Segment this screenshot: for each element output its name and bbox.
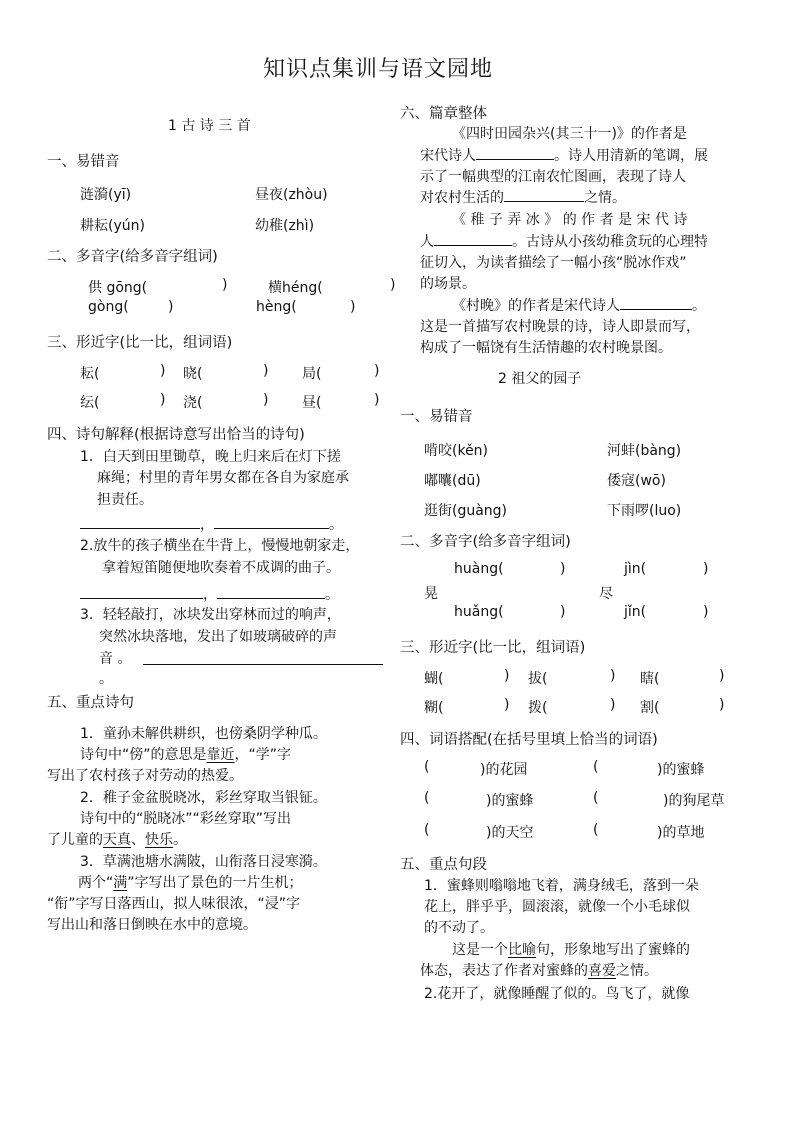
collocation-open: ( xyxy=(424,759,430,775)
pinyin-item: 昼夜(zhòu) xyxy=(255,187,328,203)
similar-char: 糊( xyxy=(424,700,444,716)
answer-underlined: 比喻 xyxy=(508,942,536,958)
text: 、 xyxy=(131,832,145,848)
pinyin-item: 逛街(guàng) xyxy=(424,503,508,519)
analysis-line xyxy=(80,744,291,764)
answer-underlined: 靠近 xyxy=(206,747,235,763)
paragraph-line xyxy=(420,231,708,251)
answer-blank[interactable] xyxy=(504,187,584,202)
blank-close: ) xyxy=(719,668,725,684)
polyphone-label: 供 gōng( xyxy=(88,280,148,296)
question-text: 音 。 xyxy=(99,651,132,667)
collocation-open: ( xyxy=(593,790,599,806)
blank-close: ) xyxy=(168,299,174,315)
section-heading: 三、形近字(比一比，组词语) xyxy=(47,335,233,351)
text: 《村晚》的作者是宋代诗人 xyxy=(452,298,620,314)
comma: ， xyxy=(200,517,214,533)
collocation-item: )的花园 xyxy=(480,762,528,778)
polyphone-char: 晃 xyxy=(424,586,438,602)
analysis-line xyxy=(78,872,303,892)
paragraph-line: 《四时田园杂兴(其三十一)》的作者是 xyxy=(452,126,687,142)
answer-underlined: 喜爱 xyxy=(588,963,616,979)
collocation-open: ( xyxy=(424,790,430,806)
blank-close: ) xyxy=(703,604,709,620)
text: 之情。 xyxy=(584,190,626,206)
polyphone-reading: jìn( xyxy=(624,561,647,577)
lesson-title: 1 古 诗 三 首 xyxy=(168,118,251,134)
text: 对农村生活的 xyxy=(420,190,504,206)
poem-line: 2．稚子金盆脱晓冰，彩丝穿取当银钲。 xyxy=(80,790,327,806)
polyphone-reading: huǎng( xyxy=(454,604,504,620)
text: 两个“ xyxy=(78,875,114,891)
analysis-line: “衔”字写日落西山，拟人味很浓，“浸”字 xyxy=(47,896,301,912)
polyphone-label: gòng( xyxy=(88,299,129,315)
similar-char: 纭( xyxy=(80,395,100,411)
blank-close: ) xyxy=(719,697,725,713)
analysis-line xyxy=(420,960,658,980)
section-heading: 一、易错音 xyxy=(400,409,473,425)
blank-close: ) xyxy=(504,668,510,684)
similar-char: 拔( xyxy=(528,671,548,687)
pinyin-item: 涟漪(yī) xyxy=(80,187,132,203)
answer-blank[interactable] xyxy=(434,231,512,246)
paragraph-line: 《 稚 子 弄 冰 》 的 作 者 是 宋 代 诗 xyxy=(452,212,688,228)
collocation-item: )的蜜蜂 xyxy=(486,793,534,809)
paragraph-line: 的场景。 xyxy=(420,276,476,292)
answer-underlined: 满 xyxy=(113,875,128,891)
passage-line: 1．蜜蜂则嗡嗡地飞着，满身绒毛，落到一朵 xyxy=(424,878,699,894)
blank-close: ) xyxy=(610,697,616,713)
pinyin-item: 啃咬(kěn) xyxy=(424,443,489,459)
polyphone-reading: huàng( xyxy=(454,561,504,577)
section-heading: 二、多音字(给多音字组词) xyxy=(47,249,218,265)
question-text: 担责任。 xyxy=(97,492,153,508)
polyphone-label: hèng( xyxy=(256,299,297,315)
pinyin-item: 嘟囔(dū) xyxy=(424,473,481,489)
answer-blank[interactable] xyxy=(476,145,554,160)
blank-close: ) xyxy=(703,561,709,577)
pinyin-item: 幼稚(zhì) xyxy=(255,218,315,234)
analysis-line xyxy=(47,829,187,849)
blank-close: ) xyxy=(560,604,566,620)
text: 体态，表达了作者对蜜蜂的 xyxy=(420,963,588,979)
section-heading: 五、重点诗句 xyxy=(47,695,134,711)
question-text: 麻绳；村里的青年男女都在各自为家庭承 xyxy=(97,470,349,486)
comma: ， xyxy=(203,587,217,603)
question-text: 2.放牛的孩子横坐在牛背上，慢慢地朝家走， xyxy=(80,538,360,554)
text: 之情。 xyxy=(616,963,658,979)
text: 。古诗从小孩幼稚贪玩的心理特 xyxy=(512,234,708,250)
similar-char: 晓( xyxy=(183,366,203,382)
answer-blank[interactable] xyxy=(217,584,325,599)
passage-line: 花上，胖乎乎，圆滚滚，就像一个小毛球似 xyxy=(424,899,690,915)
polyphone-reading: jǐn( xyxy=(624,604,647,620)
blank-close: ) xyxy=(560,561,566,577)
paragraph-line: 示了一幅典型的江南农忙图画，表现了诗人 xyxy=(420,169,686,185)
answer-underlined: 快乐 xyxy=(145,832,173,848)
blank-close: ) xyxy=(350,299,356,315)
period: 。 xyxy=(329,517,343,533)
paragraph-line: 构成了一幅饶有生活情趣的农村晚景图。 xyxy=(420,340,672,356)
pinyin-item: 下雨啰(luo) xyxy=(607,503,682,519)
paragraph-line: 征切入，为读者描绘了一幅小孩“脱冰作戏” xyxy=(420,255,687,271)
answer-blank[interactable] xyxy=(80,514,200,529)
text: 句，形象地写出了蜜蜂的 xyxy=(536,942,690,958)
text: 宋代诗人 xyxy=(420,148,476,164)
text: ，“学”字 xyxy=(234,747,292,763)
collocation-item: )的天空 xyxy=(486,825,534,841)
answer-blank[interactable] xyxy=(143,650,383,665)
paragraph-line xyxy=(452,295,706,315)
section-heading: 四、词语搭配(在括号里填上恰当的词语) xyxy=(400,732,658,748)
similar-char: 瞎( xyxy=(640,671,660,687)
blank-close: ) xyxy=(610,668,616,684)
collocation-item: )的草地 xyxy=(657,825,705,841)
polyphone-label: 横héng( xyxy=(268,280,323,296)
collocation-open: ( xyxy=(593,822,599,838)
blank-close: ) xyxy=(160,363,166,379)
collocation-item: )的狗尾草 xyxy=(663,793,725,809)
pinyin-item: 倭寇(wō) xyxy=(607,473,666,489)
lesson-title: 2 祖父的园子 xyxy=(498,371,582,387)
polyphone-char: 尽 xyxy=(599,586,613,602)
passage-line: 的不动了。 xyxy=(424,920,494,936)
analysis-line: 写出山和落日倒映在水中的意境。 xyxy=(47,917,257,933)
blank-close: ) xyxy=(374,392,380,408)
paragraph-line xyxy=(420,187,626,207)
analysis-line: 写出了农村孩子对劳动的热爱。 xyxy=(47,768,243,784)
passage-line: 2.花开了，就像睡醒了似的。鸟飞了，就像 xyxy=(424,986,690,1002)
paragraph-line xyxy=(420,145,708,165)
section-heading: 六、篇章整体 xyxy=(400,106,487,122)
poem-line: 1．童孙未解供耕织，也傍桑阴学种瓜。 xyxy=(80,726,327,742)
collocation-open: ( xyxy=(424,822,430,838)
poem-line: 3．草满池塘水满陂，山衔落日浸寒漪。 xyxy=(80,854,327,870)
question-text: 突然冰块落地，发出了如玻璃破碎的声 xyxy=(99,629,337,645)
question-text: 1．白天到田里锄草，晚上归来后在灯下搓 xyxy=(80,449,341,465)
text: ”字写出了景色的一片生机； xyxy=(127,875,303,891)
similar-char: 昼( xyxy=(302,395,322,411)
similar-char: 局( xyxy=(302,366,322,382)
similar-char: 蝴( xyxy=(424,671,444,687)
text: 诗句中“傍”的意思是 xyxy=(80,747,207,763)
analysis-line: 诗句中的“脱晓冰”“彩丝穿取”写出 xyxy=(80,811,292,827)
question-text: 3．轻轻敲打，冰块发出穿林而过的响声， xyxy=(80,607,341,623)
blank-close: ) xyxy=(222,277,228,293)
text: 。诗人用清新的笔调，展 xyxy=(554,148,708,164)
section-heading: 一、易错音 xyxy=(47,154,120,170)
answer-blank[interactable] xyxy=(214,514,329,529)
blank-close: ) xyxy=(390,277,396,293)
text: 了儿童的 xyxy=(47,832,103,848)
blank-close: ) xyxy=(263,363,269,379)
text: 。 xyxy=(692,298,706,314)
paragraph-line: 这是一首描写农村晚景的诗，诗人即景而写， xyxy=(420,319,700,335)
section-heading: 四、诗句解释(根据诗意写出恰当的诗句) xyxy=(47,427,305,443)
question-text: 拿着短笛随便地吹奏着不成调的曲子。 xyxy=(102,560,340,576)
similar-char: 拨( xyxy=(528,700,548,716)
collocation-open: ( xyxy=(593,759,599,775)
similar-char: 割( xyxy=(640,700,660,716)
blank-close: ) xyxy=(160,392,166,408)
answer-blank-row xyxy=(80,514,343,534)
section-heading: 五、重点句段 xyxy=(400,857,487,873)
period: 。 xyxy=(325,587,339,603)
page-title: 知识点集训与语文园地 xyxy=(263,57,494,82)
period: 。 xyxy=(99,671,113,687)
answer-blank[interactable] xyxy=(80,584,203,599)
section-heading: 三、形近字(比一比，组词语) xyxy=(400,640,586,656)
blank-close: ) xyxy=(374,363,380,379)
answer-blank[interactable] xyxy=(620,295,692,310)
similar-char: 耘( xyxy=(80,366,100,382)
answer-blank-row xyxy=(80,584,339,604)
collocation-item: )的蜜蜂 xyxy=(657,762,705,778)
text: 这是一个 xyxy=(452,942,508,958)
blank-close: ) xyxy=(504,697,510,713)
answer-underlined: 天真 xyxy=(103,832,131,848)
section-heading: 二、多音字(给多音字组词) xyxy=(400,534,571,550)
analysis-line xyxy=(452,939,690,959)
pinyin-item: 耕耘(yún) xyxy=(80,218,145,234)
similar-char: 浇( xyxy=(183,395,203,411)
text: 人 xyxy=(420,234,434,250)
pinyin-item: 河蚌(bàng) xyxy=(607,443,682,459)
blank-close: ) xyxy=(263,392,269,408)
text: 。 xyxy=(173,832,187,848)
